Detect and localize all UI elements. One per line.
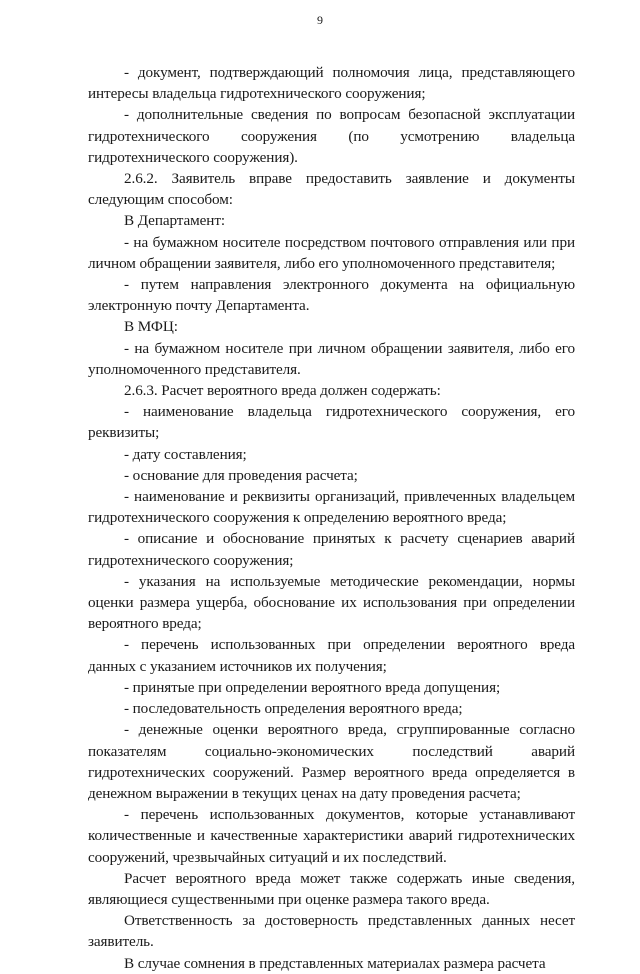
- paragraph-14: - описание и обоснование принятых к расчету сценариев аварий гидротехнического сооружения;: [88, 530, 575, 569]
- paragraph-23: В случае сомнения в представленных материалах размера расчета: [124, 954, 546, 972]
- paragraph-15: - указания на используемые методические рекомендации, нормы оценки размера ущерба, обоснование их использования при определении вероятного вреда;: [88, 572, 575, 633]
- paragraph-18: - последовательность определения вероятного вреда;: [124, 700, 463, 718]
- paragraph-7: В МФЦ:: [124, 318, 178, 336]
- page-number: 9: [317, 13, 323, 27]
- paragraph-2: - дополнительные сведения по вопросам безопасной эксплуатации гидротехнического сооружения (по усмотрению владельца гидротехнического сооружения).: [88, 106, 575, 166]
- body-text: [88, 62, 575, 974]
- paragraph-21: Расчет вероятного вреда может также содержать иные сведения, являющиеся существенными при оценке размера такого вреда.: [88, 869, 575, 908]
- paragraph-8: - на бумажном носителе при личном обращении заявителя, либо его уполномоченного представителя.: [88, 339, 575, 378]
- paragraph-19: - денежные оценки вероятного вреда, сгруппированные согласно показателям социально-экономических последствий аварий гидротехнических сооружений. Размер вероятного вреда определяется в денежном выражении в текущих ценах на дату проведения расчета;: [88, 721, 575, 802]
- paragraph-5: - на бумажном носителе посредством почтового отправления или при личном обращении заявителя, либо его уполномоченного представителя;: [88, 233, 575, 272]
- paragraph-1: - документ, подтверждающий полномочия лица, представляющего интересы владельца гидротехнического сооружения;: [88, 64, 575, 103]
- paragraph-9: 2.6.3. Расчет вероятного вреда должен содержать:: [124, 382, 441, 400]
- paragraph-10: - наименование владельца гидротехнического сооружения, его реквизиты;: [88, 403, 575, 442]
- paragraph-13: - наименование и реквизиты организаций, привлеченных владельцем гидротехнического сооружения к определению вероятного вреда;: [88, 488, 575, 527]
- paragraph-4: В Департамент:: [124, 212, 225, 230]
- paragraph-17: - принятые при определении вероятного вреда допущения;: [124, 678, 501, 696]
- paragraph-16: - перечень использованных при определении вероятного вреда данных с указанием источников их получения;: [88, 636, 575, 675]
- paragraph-3: 2.6.2. Заявитель вправе предоставить заявление и документы следующим способом:: [88, 170, 575, 209]
- paragraph-22: Ответственность за достоверность представленных данных несет заявитель.: [88, 912, 575, 951]
- paragraph-20: - перечень использованных документов, которые устанавливают количественные и качественные характеристики аварий гидротехнических сооружений, чрезвычайных ситуаций и их последствий.: [88, 806, 575, 866]
- paragraph-12: - основание для проведения расчета;: [124, 466, 358, 484]
- paragraph-6: - путем направления электронного документа на официальную электронную почту Департамента.: [88, 276, 575, 315]
- paragraph-11: - дату составления;: [124, 445, 247, 463]
